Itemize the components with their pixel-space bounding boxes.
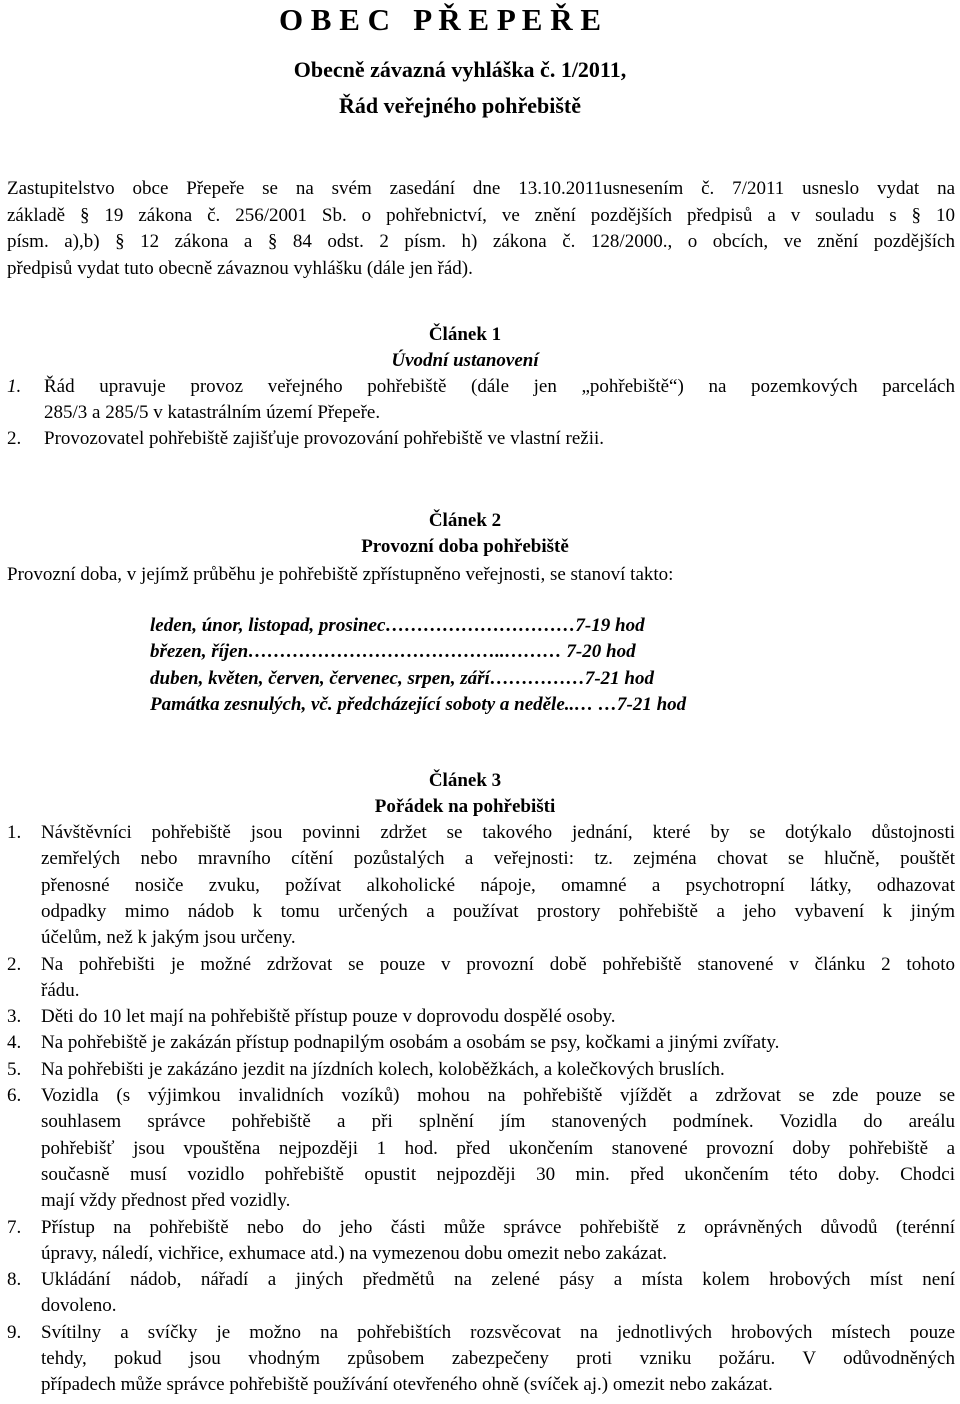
- article-2-intro: Provozní doba, v jejímž průběhu je pohřebiště zpřístupněno veřejnosti, se stanoví takto:: [7, 564, 674, 585]
- article-3-item-9: [7, 1320, 955, 1399]
- intro-line-4: předpisů vydat tuto obecně závaznou vyhlášku (dále jen řád).: [7, 257, 473, 279]
- item-line: dovoleno.: [41, 1295, 117, 1317]
- intro-line-1: Zastupitelstvo obce Přepeře se na svém zasedání dne 13.10.2011usnesením č. 7/2011 usneslo vydat na: [7, 178, 955, 199]
- item-line: Svítilny a svíčky je možno na pohřebištích rozsvěcovat na jednotlivých hrobových místech pouze: [41, 1321, 955, 1343]
- item-line: Řád upravuje provoz veřejného pohřebiště (dále jen „pohřebiště“) na pozemkových parcelách: [44, 376, 955, 397]
- item-number: 8.: [7, 1269, 22, 1291]
- item-line: pohřebišť jsou vpouštěna nejpozději 1 hod. před ukončením stanovené provozní doby pohřebiště a: [41, 1137, 955, 1159]
- item-number: 1.: [7, 376, 22, 397]
- item-line: Vozidla (s výjimkou invalidních vozíků) mohou na pohřebiště vjíždět a zdržovat se zde pouze se: [41, 1085, 955, 1106]
- item-line: 285/3 a 285/5 v katastrálním území Přepeře.: [44, 402, 381, 423]
- article-1-item-1: [7, 374, 955, 426]
- item-number: 7.: [7, 1216, 22, 1238]
- article-3-item-4: [7, 1030, 955, 1056]
- hours-row: duben, květen, červen, červenec, srpen, září……………7-21 hod: [150, 667, 654, 689]
- item-line: Na pohřebiště je zakázán přístup podnapilým osobám a osobám se psy, kočkami a jinými zvířaty.: [41, 1032, 780, 1054]
- item-line: přenosné nosiče zvuku, požívat alkoholické nápoje, omamné a psychotropní látky, odhazovat: [41, 874, 955, 896]
- item-line: současně musí vozidlo pohřebiště opustit nejpozději 30 min. před ukončením této doby. Chodci: [41, 1163, 955, 1185]
- item-line: souhlasem správce pohřebiště a při splnění jím stanovených podmínek. Vozidla do areálu: [41, 1111, 955, 1133]
- intro-line-2: základě § 19 zákona č. 256/2001 Sb. o pohřebnictví, ve znění pozdějších předpisů a v souladu s § 10: [7, 204, 955, 226]
- article-3-title: Článek 3: [428, 770, 502, 791]
- item-line: účelům, než k jakým jsou určeny.: [41, 927, 296, 949]
- item-line: Na pohřebišti je zakázáno jezdit na jízdních kolech, koloběžkách, a kolečkových bruslích.: [41, 1058, 725, 1080]
- item-number: 2.: [7, 428, 22, 449]
- hours-row: leden, únor, listopad, prosinec…………………………7-19 hod: [150, 615, 645, 636]
- item-line: mají vždy přednost před vozidly.: [41, 1190, 291, 1212]
- item-line: tehdy, pokud jsou vhodným způsobem zabezpečeny proti vzniku požáru. V odůvodněných: [41, 1347, 955, 1369]
- item-number: 4.: [7, 1032, 22, 1054]
- item-number: 3.: [7, 1006, 22, 1028]
- hours-row: Památka zesnulých, vč. předcházející soboty a neděle..… …7-21 hod: [150, 693, 687, 715]
- municipality-title: O B E C P Ř E P E Ř E: [278, 2, 602, 37]
- item-number: 5.: [7, 1058, 22, 1080]
- item-number: 9.: [7, 1321, 22, 1343]
- item-line: řádu.: [41, 979, 80, 1001]
- item-line: Provozovatel pohřebiště zajišťuje provozování pohřebiště ve vlastní režii.: [44, 428, 605, 449]
- article-3-item-7: [7, 1215, 955, 1268]
- document-name: Řád veřejného pohřebiště: [339, 93, 581, 118]
- item-line: Děti do 10 let mají na pohřebiště přístup pouze v doprovodu dospělé osoby.: [41, 1006, 616, 1028]
- item-line: Návštěvníci pohřebiště jsou povinni zdržet se takového jednání, které by se dotýkalo důstojnosti: [41, 822, 955, 843]
- item-number: 2.: [7, 953, 22, 975]
- item-line: Na pohřebišti je možné zdržovat se pouze v provozní době pohřebiště stanovené v článku 2 tohoto: [41, 953, 955, 975]
- article-3-item-8: [7, 1267, 955, 1320]
- article-2-title: Článek 2: [428, 510, 502, 531]
- item-line: úpravy, náledí, vichřice, exhumace atd.) na vymezenou dobu omezit nebo zakázat.: [41, 1242, 668, 1264]
- article-3-item-6: [7, 1083, 955, 1214]
- item-line: zemřelých nebo mravního cítění pozůstalých a veřejnosti: tz. zejména chovat se hlučně, pouštět: [41, 848, 955, 870]
- item-line: Přístup na pohřebiště nebo do jeho části může správce pohřebiště z oprávněných důvodů (terénní: [41, 1216, 955, 1238]
- hours-row: březen, říjen…………………………………..……… 7-20 hod: [150, 641, 636, 663]
- article-3-item-1: [7, 820, 955, 951]
- intro-paragraph: [7, 176, 955, 282]
- item-line: odpadky mimo nádob k tomu určených a používat prostory pohřebiště a jeho vybavení k jiným: [41, 900, 955, 922]
- intro-line-3: písm. a),b) § 12 zákona a § 84 odst. 2 písm. h) zákona č. 128/2000., o obcích, ve znění pozdějších: [7, 231, 955, 252]
- item-number: 1.: [7, 822, 22, 843]
- item-number: 6.: [7, 1085, 22, 1106]
- article-2-name: Provozní doba pohřebiště: [361, 536, 569, 557]
- item-line: Ukládání nádob, nářadí a jiných předmětů na zelené pásy a místa kolem hrobových míst není: [41, 1269, 955, 1291]
- article-3-item-5: [7, 1057, 955, 1083]
- opening-hours-list: [150, 613, 850, 718]
- decree-subtitle: Obecně závazná vyhláška č. 1/2011,: [293, 57, 627, 82]
- article-1-name: Úvodní ustanovení: [391, 350, 539, 371]
- item-line: případech může správce pohřebiště používání otevřeného ohně (svíček aj.) omezit nebo zakázat.: [41, 1374, 773, 1396]
- article-3-item-2: [7, 952, 955, 1005]
- article-3-item-3: [7, 1004, 955, 1030]
- article-1-title: Článek 1: [428, 324, 502, 345]
- article-1-item-2: [7, 426, 955, 452]
- article-3-name: Pořádek na pohřebišti: [374, 796, 556, 817]
